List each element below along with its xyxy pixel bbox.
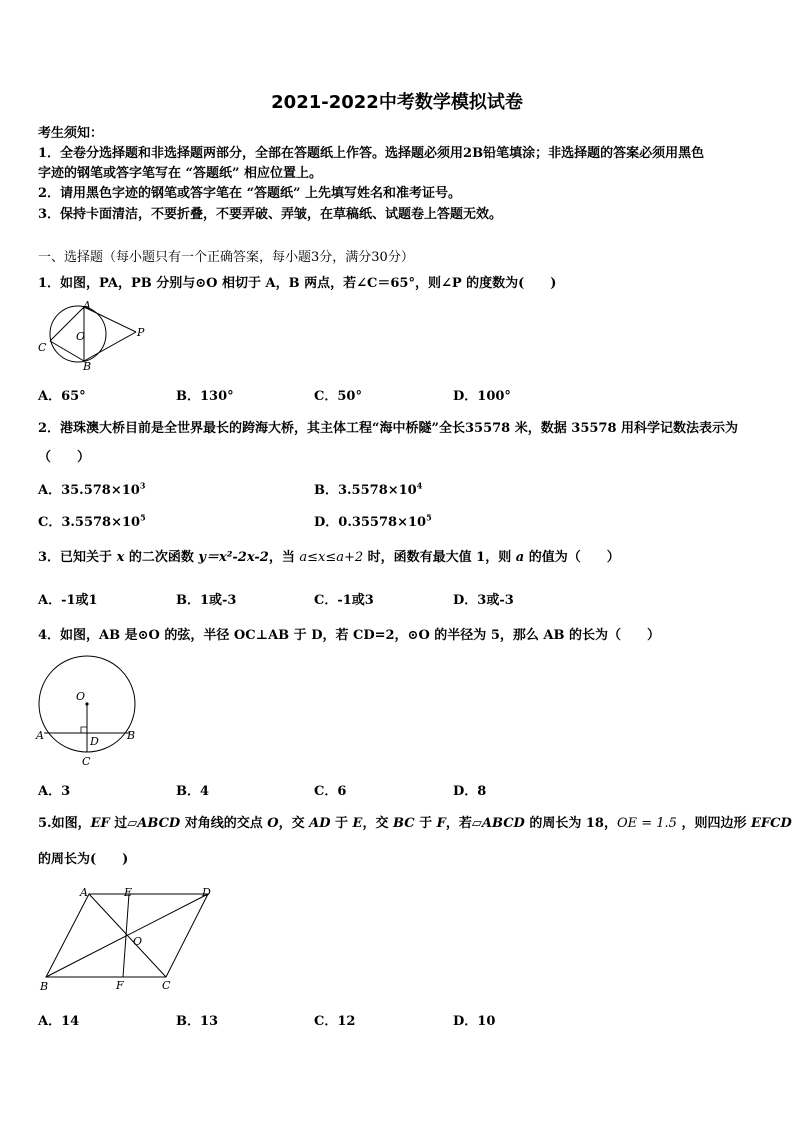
question-2-stem: 2．港珠澳大桥目前是全世界最长的跨海大桥，其主体工程“海中桥隧”全长35578 米，数据 35578 用科学记数法表示为	[38, 421, 739, 436]
section-heading: 一、选择题（每小题只有一个正确答案，每小题3分，满分30分）	[38, 250, 414, 265]
q5-label-a: A	[80, 886, 88, 899]
q5-option-c[interactable]: C．12	[314, 1014, 356, 1029]
notice-line: 1．全卷分选择题和非选择题两部分，全部在答题纸上作答。选择题必须用2B铅笔填涂；非选择题的答案必须用黑色	[38, 146, 705, 161]
q1-option-b[interactable]: B．130°	[176, 389, 234, 404]
q5-label-e: E	[124, 886, 133, 899]
q5-label-b: B	[40, 980, 49, 993]
q4-option-a[interactable]: A．3	[38, 784, 71, 799]
q5-option-d[interactable]: D．10	[453, 1014, 496, 1029]
q3-option-d[interactable]: D．3或-3	[453, 593, 514, 608]
q1-label-b: B	[83, 360, 92, 372]
q4-label-a: A	[36, 729, 44, 742]
q4-label-d: D	[90, 735, 99, 748]
q4-label-c: C	[82, 755, 91, 768]
question-2-stem-cont: （ ）	[38, 450, 91, 465]
q4-option-c[interactable]: C．6	[314, 784, 347, 799]
q5-label-d: D	[202, 886, 211, 899]
notice-heading: 考生须知：	[38, 126, 104, 141]
page-title: 2021-2022中考数学模拟试卷	[271, 92, 523, 113]
q2-option-b[interactable]: B．$3.5578\times 10^4$	[314, 480, 423, 498]
q3-option-c[interactable]: C．-1或3	[314, 593, 374, 608]
question-5-stem: 5.如图，EF 过▱ABCD 对角线的交点 O，交 AD 于 E，交 BC 于 F，若▱ABCD 的周长为 18，OE = 1.5 ，则四边形 EFCD	[38, 816, 792, 831]
question-5-stem-cont: 的周长为( )	[38, 852, 129, 867]
q1-option-a[interactable]: A．65°	[38, 389, 86, 404]
q2-option-a[interactable]: A．$35.578\times 10^3$	[38, 480, 146, 498]
q5-label-f: F	[116, 979, 124, 992]
question-3-stem: 3．已知关于 x 的二次函数 y＝x²-2x-2，当 a≤x≤a+2 时，函数有最大值 1，则 a 的值为（ ）	[38, 550, 620, 565]
q5-figure	[36, 883, 222, 995]
q1-option-d[interactable]: D．100°	[453, 389, 511, 404]
q1-option-c[interactable]: C．50°	[314, 389, 362, 404]
q5-label-o: O	[133, 935, 143, 948]
q1-figure	[34, 300, 150, 372]
q3-option-a[interactable]: A．-1或1	[38, 593, 98, 608]
q4-label-o: O	[76, 690, 86, 703]
q5-option-a[interactable]: A．14	[38, 1014, 80, 1029]
q3-option-b[interactable]: B．1或-3	[176, 593, 237, 608]
question-1-stem: 1．如图，PA，PB 分别与⊙O 相切于 A，B 两点，若∠C＝65°，则∠P 的度数为( )	[38, 276, 557, 291]
q1-label-c: C	[38, 341, 47, 354]
q4-option-b[interactable]: B．4	[176, 784, 210, 799]
q4-figure	[34, 652, 144, 768]
q1-label-p: P	[137, 326, 145, 339]
q2-option-d[interactable]: D．$0.35578\times 10^5$	[314, 512, 432, 530]
q2-option-c[interactable]: C．$3.5578\times 10^5$	[38, 512, 146, 530]
q1-label-a: A	[83, 300, 91, 312]
notice-line: 3．保持卡面清洁，不要折叠，不要弄破、弄皱，在草稿纸、试题卷上答题无效。	[38, 207, 503, 222]
q5-label-c: C	[162, 979, 171, 992]
q5-option-b[interactable]: B．13	[176, 1014, 219, 1029]
q4-label-b: B	[127, 729, 136, 742]
question-4-stem: 4．如图，AB 是⊙O 的弦，半径 OC⊥AB 于 D，若 CD=2，⊙O 的半径为 5，那么 AB 的长为（ ）	[38, 628, 660, 643]
notice-line: 字迹的钢笔或答字笔写在 “答题纸” 相应位置上。	[38, 166, 323, 181]
q4-option-d[interactable]: D．8	[453, 784, 487, 799]
notice-line: 2．请用黑色字迹的钢笔或答字笔在 “答题纸” 上先填写姓名和准考证号。	[38, 186, 462, 201]
q1-label-o: O	[76, 330, 86, 343]
